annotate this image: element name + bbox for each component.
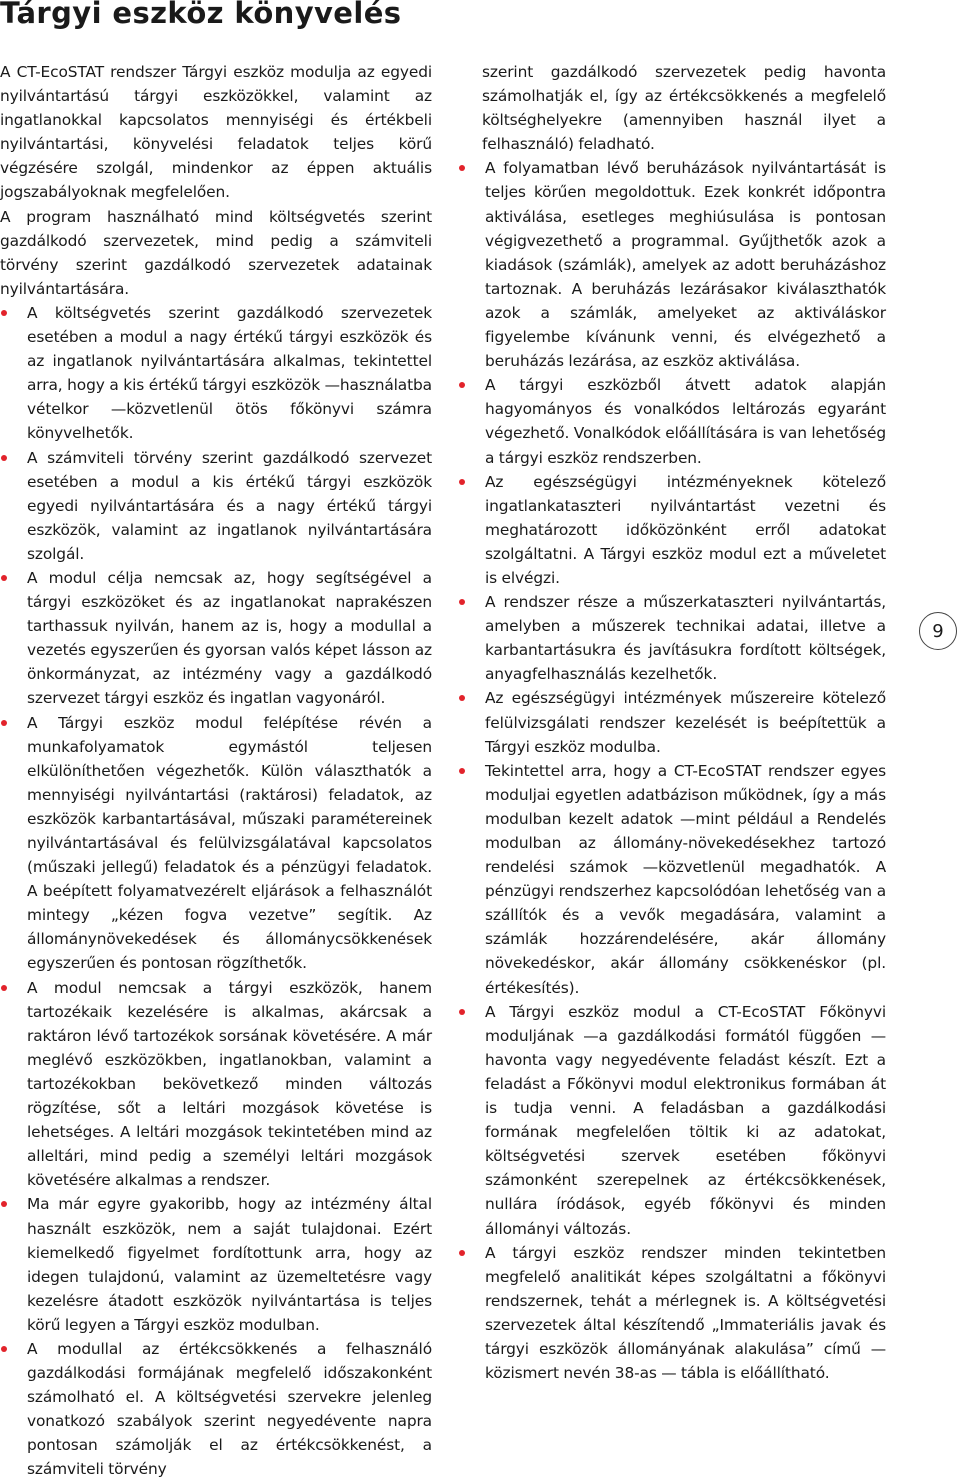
intro-paragraph: A program használható mind költségvetés szerint gazdálkodó szervezetek, mind pedig a számviteli törvény szerint gazdálkodó szervezetek adatainak nyilvántartására. <box>0 207 432 298</box>
bullet-icon <box>459 695 465 701</box>
bullet-icon <box>459 768 465 774</box>
list-item <box>458 686 886 758</box>
list-item <box>0 566 432 711</box>
list-item <box>0 1337 432 1482</box>
page-title: Tárgyi eszköz könyvelés <box>0 0 402 30</box>
list-item-text: Az egészségügyi intézményeknek kötelező ingatlankataszteri nyilvántartást vezetni és meghatározott időközönként erről adatokat szolgáltatni. A Tárgyi eszköz modul ezt a műveletet is elvégzi. <box>485 472 886 587</box>
list-item-text: A költségvetés szerint gazdálkodó szervezetek esetében a modul a nagy értékű tárgyi eszközök és az ingatlanok nyilvántartására alkalmas, tekintettel arra, hogy a kis értékű tárgyi eszközök —használatba vételkor —közvetlenül ötös főkönyvi számra könyvelhetők. <box>27 303 432 443</box>
list-item-text: A számviteli törvény szerint gazdálkodó szervezet esetében a modul a kis értékű tárgyi eszközök egyedi nyilvántartására és a nagy értékű tárgyi eszközök, valamint az ingatlanok nyilvántartására szolgál. <box>27 448 432 563</box>
list-item <box>458 1000 886 1241</box>
right-column <box>458 60 886 1385</box>
list-item <box>458 590 886 686</box>
list-item <box>458 759 886 1000</box>
list-item-text: A folyamatban lévő beruházások nyilvántartását is teljes körűen megoldottuk. Ezek konkrét időpontra aktiválása, esetleges meghiúsulása is pontosan végigvezethető a programmal. Gyűjthetők azok a kiadások (számlák), amelyek az adott beruházáshoz tartoznak. A beruházás lezárásakor kiválaszthatók azok a számlák, amelyeket az aktiváláskor figyelembe kívánunk venni, és elvégezhető a beruházás lezárása, az eszköz aktiválása. <box>485 159 886 371</box>
list-item <box>0 1192 432 1337</box>
list-item-text: Az egészségügyi intézmények műszereire kötelező felülvizsgálati rendszer kezelését is beépítettük a Tárgyi eszköz modulba. <box>485 689 886 756</box>
list-item <box>458 1241 886 1386</box>
list-item-text: A tárgyi eszköz rendszer minden tekintetben megfelelő analitikát képes szolgáltatni a főkönyvi rendszernek, tehát a mérlegnek is. A költségvetési szervezetek által készítendő „Immateriális javak és tárgyi eszközök állományának alakulása” című — közismert nevén 38-as — tábla is előállítható. <box>485 1243 886 1383</box>
left-column <box>0 60 432 1482</box>
list-item-text: Ma már egyre gyakoribb, hogy az intézmény által használt eszközök, nem a saját tulajdonai. Ezért kiemelkedő figyelmet fordítottunk arra, hogy az idegen tulajdonú, valamint az üzemeltetésre vagy kezelésre átadott eszközök nyilvántartása is teljes körű legyen a Tárgyi eszköz modulban. <box>27 1195 432 1334</box>
bullet-icon <box>459 1009 465 1015</box>
list-item <box>0 446 432 566</box>
bullet-icon <box>1 455 7 461</box>
bullet-icon <box>1 985 7 991</box>
bullet-icon <box>1 720 7 726</box>
list-item-text: Tekintettel arra, hogy a CT-EcoSTAT rendszer egyes moduljai egyetlen adatbázison működnek, így a más modulban kezelt adatok —mint például a Rendelés modulban az állomány-növekedésekhez tartozó rendelési számok —közvetlenül megadhatók. A pénzügyi rendszerhez kapcsolódóan lehetőség van a szállítók és a vevők megadására, valamint a számlák hozzárendelésére, akár állomány növekedéskor, akár állomány csökkenéskor (pl. értékesítés). <box>485 761 886 997</box>
bullet-icon <box>459 382 465 388</box>
bullet-icon <box>459 165 465 171</box>
list-item <box>0 301 432 446</box>
bullet-icon <box>1 575 7 581</box>
list-item-continuation <box>458 60 886 156</box>
page-number-badge: 9 <box>919 612 957 650</box>
bullet-icon <box>459 1250 465 1256</box>
list-item-text: A modul célja nemcsak az, hogy segítségével a tárgyi eszközöket és az ingatlanokat naprakészen tarthassuk nyilván, hanem az is, hogy a modullal a vezetés egyszerűen és gyorsan valós képet lásson az önkormányzat, az intézmény vagy a gazdálkodó szervezet tárgyi eszköz és ingatlan vagyonáról. <box>27 568 432 708</box>
list-item-text: A Tárgyi eszköz modul a CT-EcoSTAT Főkönyvi moduljának —a gazdálkodási formától függően —havonta vagy negyedévente feladást készít. Ezt a feladást a Főkönyvi modul elektronikus formában át is tudja venni. A feladásban a gazdálkodási formának megfelelően töltik ki az adatokat, költségvetési szervek esetében főkönyvi számonként szerepelnek az értékcsökkenések, nullára íródások, egyéb főkönyvi és minden állományi változás. <box>485 1002 886 1238</box>
list-item <box>0 711 432 976</box>
bullet-icon <box>459 479 465 485</box>
list-item-text: A tárgyi eszközből átvett adatok alapján hagyományos és vonalkódos leltározás egyaránt végezhető. Vonalkódok előállítására is van lehetőség a tárgyi eszköz rendszerben. <box>485 376 886 467</box>
list-item <box>0 976 432 1193</box>
list-item-text: szerint gazdálkodó szervezetek pedig havonta számolhatják el, így az értékcsökkenés a megfelelő költséghelyekre (amennyiben használ ilyet a felhasználó) feladható. <box>482 63 886 154</box>
bullet-icon <box>1 310 7 316</box>
intro-paragraph: A CT-EcoSTAT rendszer Tárgyi eszköz modulja az egyedi nyilvántartású tárgyi eszközökkel, valamint az ingatlanokkal kapcsolatos mennyiségi és értékbeli nyilvántartási, könyvelési feladatok teljes körű végzésére szolgál, mindenkor az éppen aktuális jogszabályoknak megfelelően. <box>0 63 432 202</box>
list-item <box>458 470 886 590</box>
right-bullet-list <box>458 60 886 1385</box>
bullet-icon <box>459 599 465 605</box>
list-item-text: A Tárgyi eszköz modul felépítése révén a munkafolyamatok egymástól teljesen elkülöníthetően végezhetők. Külön választhatók a mennyiségi nyilvántartási (raktárosi) feladatok, az eszközök karbantartásával, műszaki paramétereinek nyilvántartásával és felülvizsgálatával kapcsolatos (műszaki jellegű) feladatok és a pénzügyi feladatok. A beépített folyamatvezérelt eljárások a felhasználót mintegy „kézen fogva vezetve” segítik. Az állománynövekedések és állománycsökkenések egyszerűen és pontosan rögzíthetők. <box>27 713 432 973</box>
left-bullet-list <box>0 301 432 1482</box>
list-item <box>458 373 886 469</box>
list-item-text: A modullal az értékcsökkenés a felhasználó gazdálkodási formájának megfelelő időszakonként számolható el. A költségvetési szervekre jelenleg vonatkozó szabályok szerint negyedévente napra pontosan számolják el az értékcsökkenést, a számviteli törvény <box>27 1339 432 1479</box>
list-item <box>458 156 886 373</box>
bullet-icon <box>1 1346 7 1352</box>
bullet-icon <box>1 1201 7 1207</box>
list-item-text: A modul nemcsak a tárgyi eszközök, hanem tartozékaik kezelésére is alkalmas, akárcsak a raktáron lévő tartozékok sorsának követésére. A már meglévő eszközökben, ingatlanokban, valamint a tartozékokban bekövetkező minden változás rögzítése, sőt a leltári mozgások követése is lehetséges. A leltári mozgások tekintetében mind az alleltári, mind pedig a személyi leltári mozgások követésére alkalmas a rendszer. <box>27 978 432 1190</box>
list-item-text: A rendszer része a műszerkataszteri nyilvántartás, amelyben a műszerek technikai adatai, illetve a karbantartásukra és javításukra fordított költségek, anyagfelhasználás kezelhetők. <box>485 593 886 684</box>
